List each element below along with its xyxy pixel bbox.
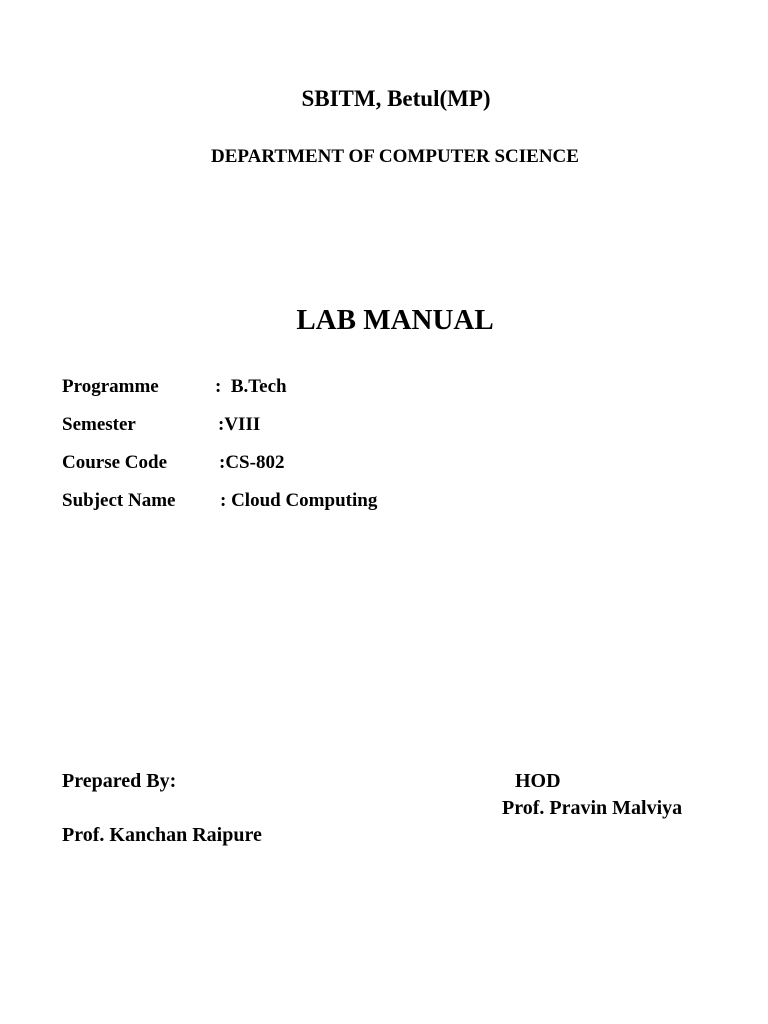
semester-value: :VIII xyxy=(218,414,261,435)
hod-name: Prof. Pravin Malviya xyxy=(502,797,683,819)
programme-value: : B.Tech xyxy=(215,376,287,397)
detail-row-subject-name xyxy=(62,489,622,527)
detail-row-programme xyxy=(62,375,622,413)
detail-row-semester xyxy=(62,413,622,451)
subject-name-value: : Cloud Computing xyxy=(220,490,378,511)
course-code-label: Course Code xyxy=(62,452,168,473)
hod-label: HOD xyxy=(515,770,561,792)
course-code-value: :CS-802 xyxy=(219,452,285,473)
detail-row-course-code xyxy=(62,451,622,489)
prepared-by-label: Prepared By: xyxy=(62,770,177,792)
document-title: LAB MANUAL xyxy=(296,304,494,336)
course-details xyxy=(62,375,622,527)
semester-label: Semester xyxy=(62,414,136,435)
programme-label: Programme xyxy=(62,376,159,397)
department-name: DEPARTMENT OF COMPUTER SCIENCE xyxy=(211,146,579,167)
institute-name: SBITM, Betul(MP) xyxy=(301,86,491,111)
subject-name-label: Subject Name xyxy=(62,490,176,511)
preparer-name: Prof. Kanchan Raipure xyxy=(62,824,262,846)
